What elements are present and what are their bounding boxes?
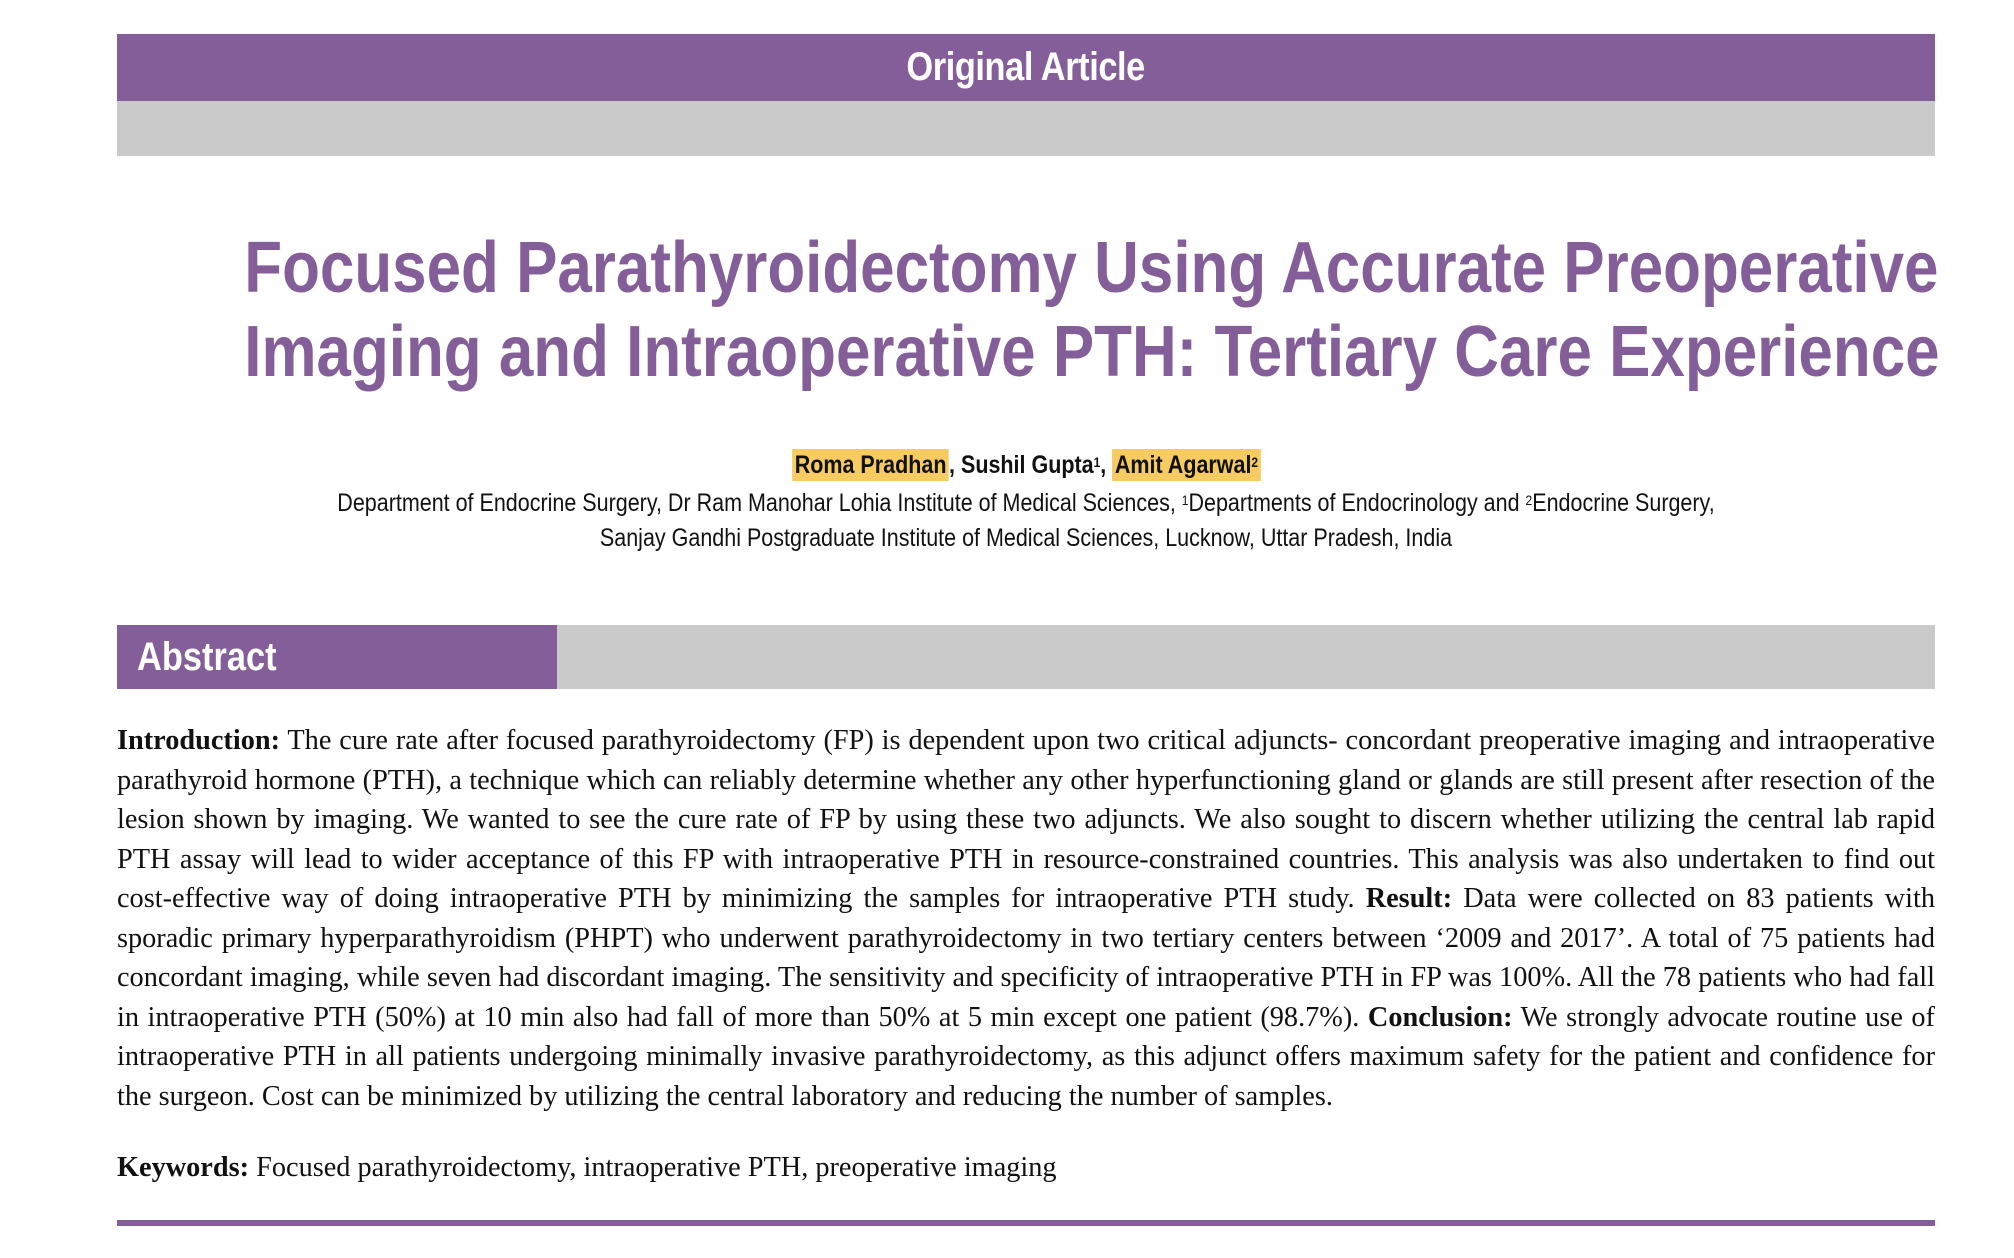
author-list: Roma Pradhan , Sushil Gupta$^1$, Amit Agarwal$^2$ bbox=[117, 446, 1935, 484]
result-text: Data were collected on 83 patients with sporadic primary hyperparathyroidism (PHPT) who underwent parathyroidectomy in two tertiary centers between ‘2009 and 2017’. A total of 75 patients had concordant imaging, while seven had discordant imaging. The sensitivity and specificity of intraoperative PTH in FP was 100%. All the 78 patients who had fall in intraoperative PTH (50%) at 10 min also had fall of more than 50% at 5 min except one patient (98.7%). bbox=[117, 883, 1935, 1033]
affiliation-line-1: Department of Endocrine Surgery, Dr Ram Manohar Lohia Institute of Medical Sciences, $^1$Departments of Endocrinology and $^2$Endocrine Surgery, bbox=[337, 489, 1715, 517]
abstract-header-bar bbox=[117, 625, 1935, 689]
affiliations bbox=[117, 486, 1935, 556]
keywords-text: Focused parathyroidectomy, intraoperative PTH, preoperative imaging bbox=[249, 1152, 1057, 1183]
title-line-1: Focused Parathyroidectomy Using Accurate Preoperative bbox=[244, 228, 1939, 308]
keywords-label: Keywords: bbox=[117, 1152, 250, 1183]
section-banner bbox=[117, 34, 1935, 101]
article-page bbox=[117, 34, 1940, 1188]
author-name-highlighted bbox=[1112, 449, 1260, 481]
keywords bbox=[117, 1148, 1935, 1188]
section-label: Original Article bbox=[906, 45, 1146, 89]
abstract-text bbox=[117, 721, 1935, 1116]
author-affiliation-mark: 1 bbox=[1093, 454, 1100, 470]
abstract-heading: Abstract bbox=[117, 625, 557, 689]
introduction-text: The cure rate after focused parathyroidectomy (FP) is dependent upon two critical adjuncts- concordant preoperative imaging and intraoperative parathyroid hormone (PTH), a technique which can reliably determine whether any other hyperfunctioning gland or glands are still present after resection of the lesion shown by imaging. We wanted to see the cure rate of FP by using these two adjuncts. We also sought to discern whether utilizing the central lab rapid PTH assay will lead to wider acceptance of this FP with intraoperative PTH in resource-constrained countries. This analysis was also undertaken to find out cost-effective way of doing intraoperative PTH by minimizing the samples for intraoperative PTH study. bbox=[117, 725, 1935, 914]
conclusion-label: Conclusion: bbox=[1367, 1001, 1513, 1033]
conclusion-text: We strongly advocate routine use of intraoperative PTH in all patients undergoing minimally invasive parathyroidectomy, as this adjunct offers maximum safety for the patient and confidence for the surgeon. Cost can be minimized by utilizing the central laboratory and reducing the number of samples. bbox=[117, 1001, 1935, 1112]
author-name: Roma Pradhan bbox=[792, 449, 949, 481]
author-name: Amit Agarwal bbox=[1114, 451, 1251, 479]
article-title bbox=[117, 226, 1940, 394]
result-label: Result: bbox=[1365, 883, 1453, 914]
author-affiliation-mark: 2 bbox=[1250, 454, 1258, 470]
bottom-rule bbox=[117, 1220, 1935, 1226]
banner-gray-strip bbox=[117, 101, 1935, 156]
affiliation-line-2: Sanjay Gandhi Postgraduate Institute of Medical Sciences, Lucknow, Uttar Pradesh, India bbox=[599, 524, 1453, 552]
introduction-label: Introduction: bbox=[117, 725, 280, 756]
title-line-2: Imaging and Intraoperative PTH: Tertiary Care Experience bbox=[244, 312, 1940, 392]
author-name: Sushil Gupta bbox=[960, 451, 1094, 479]
